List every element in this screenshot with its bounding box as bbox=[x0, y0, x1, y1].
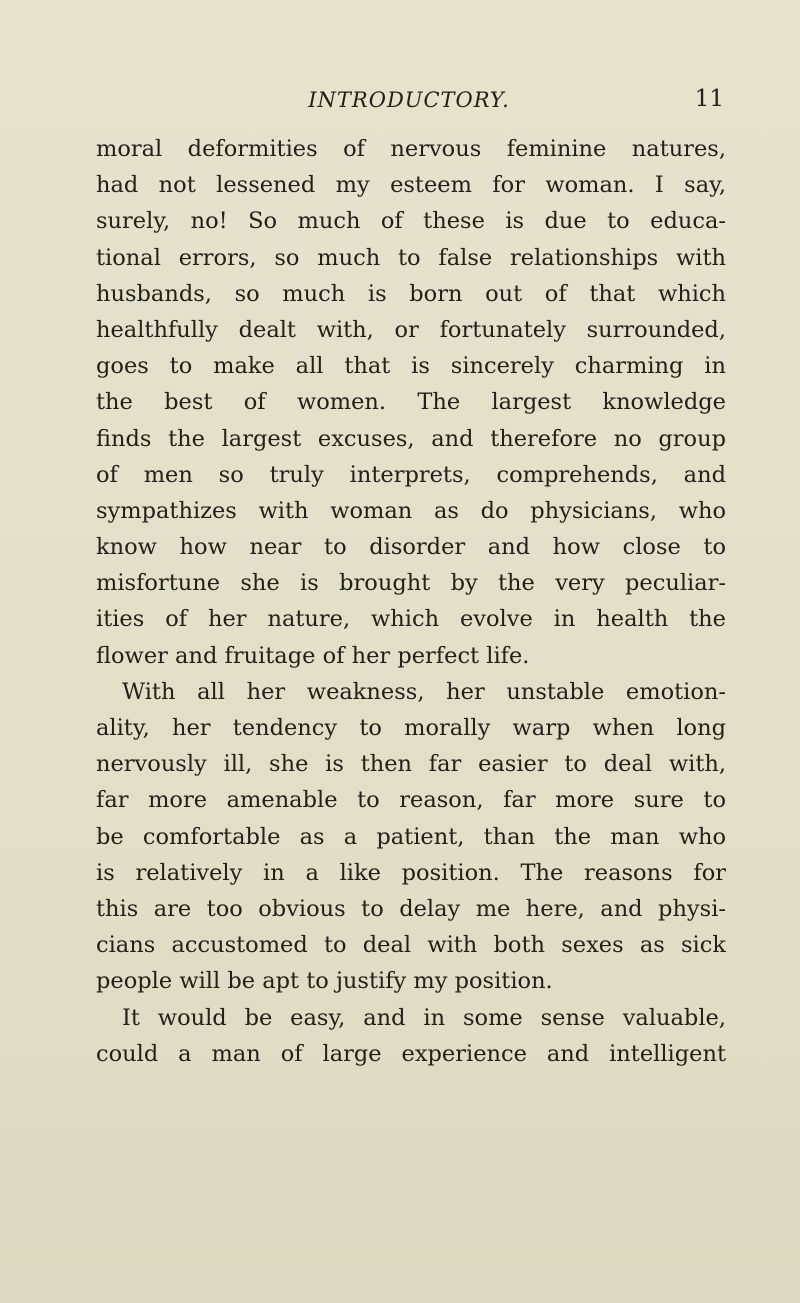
text-line: this are too obvious to delay me here, and physi- bbox=[96, 895, 726, 922]
body-text bbox=[96, 131, 726, 1072]
text-line: is relatively in a like position. The reasons for bbox=[96, 859, 726, 886]
text-line: the best of women. The largest knowledge bbox=[96, 389, 726, 416]
text-line: moral deformities of nervous feminine natures, bbox=[96, 136, 726, 162]
text-line: misfortune she is brought by the very peculiar- bbox=[96, 570, 726, 597]
text-line: healthfully dealt with, or fortunately surrounded, bbox=[96, 316, 726, 343]
text-line: could a man of large experience and intelligent bbox=[96, 1040, 726, 1067]
text-line: tional errors, so much to false relationships with bbox=[96, 244, 726, 271]
text-line: goes to make all that is sincerely charming in bbox=[96, 353, 726, 380]
text-line: know how near to disorder and how close to bbox=[96, 534, 726, 561]
text-line: be comfortable as a patient, than the man who bbox=[96, 823, 726, 850]
text-line: ality, her tendency to morally warp when long bbox=[96, 715, 726, 741]
text-line: people will be apt to justify my position. bbox=[96, 968, 553, 995]
text-line: finds the largest excuses, and therefore no group bbox=[96, 425, 726, 452]
text-line: nervously ill, she is then far easier to deal with, bbox=[96, 751, 726, 778]
text-line: sympathizes with woman as do physicians, who bbox=[96, 497, 726, 524]
text-line: of men so truly interprets, comprehends, and bbox=[96, 461, 726, 488]
text-line: ities of her nature, which evolve in health the bbox=[96, 606, 726, 633]
running-title: INTRODUCTORY. bbox=[308, 88, 510, 112]
text-line: had not lessened my esteem for woman. I say, bbox=[96, 172, 726, 199]
text-line: It would be easy, and in some sense valuable, bbox=[122, 1004, 726, 1031]
text-line: flower and fruitage of her perfect life. bbox=[96, 642, 530, 669]
text-line: surely, no! So much of these is due to educa- bbox=[96, 208, 726, 235]
text-line: far more amenable to reason, far more sure to bbox=[96, 787, 726, 814]
text-line: cians accustomed to deal with both sexes as sick bbox=[96, 932, 726, 959]
running-head bbox=[94, 86, 724, 120]
page-number: 11 bbox=[694, 86, 724, 112]
text-line: husbands, so much is born out of that which bbox=[96, 280, 726, 307]
text-line: With all her weakness, her unstable emotion- bbox=[122, 678, 726, 705]
